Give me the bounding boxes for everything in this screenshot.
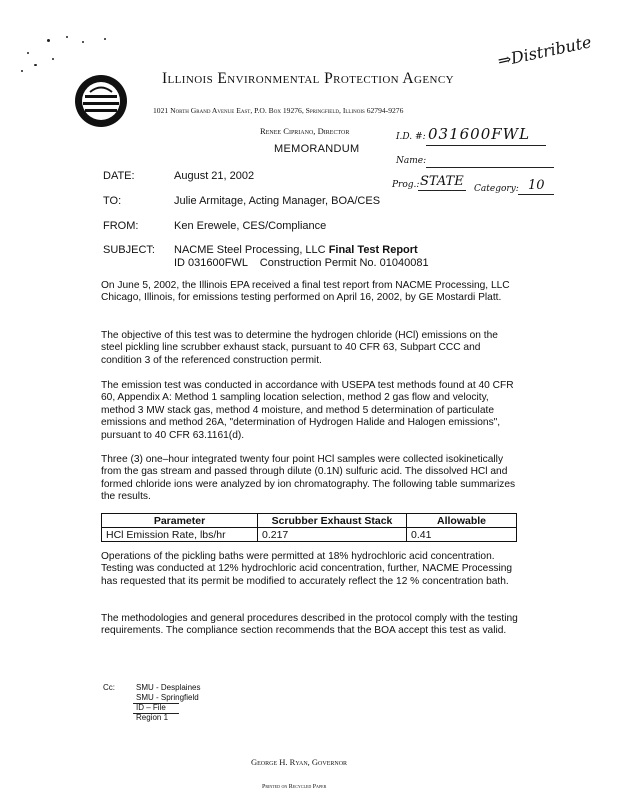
table-header-row bbox=[102, 514, 517, 528]
to-label: TO: bbox=[103, 195, 122, 207]
from-value: Ken Erewele, CES/Compliance bbox=[174, 220, 327, 232]
subject-report-title: Final Test Report bbox=[328, 244, 418, 256]
list-item: SMU - Desplaines bbox=[136, 683, 201, 692]
header-parameter: Parameter bbox=[102, 514, 258, 528]
id-underline bbox=[426, 145, 546, 146]
category-underline bbox=[518, 194, 554, 195]
subject-company: NACME Steel Processing, LLC bbox=[174, 244, 326, 256]
list-item: ID – File bbox=[136, 703, 166, 712]
agency-name: Illinois Environmental Protection Agency bbox=[162, 70, 454, 87]
table-row bbox=[102, 528, 517, 542]
cc-underline-1 bbox=[133, 703, 179, 704]
distribute-note: ⇒Distribute bbox=[496, 32, 594, 71]
cc-label: Cc: bbox=[103, 683, 115, 692]
paragraph-test-objective: The objective of this test was to determine the hydrogen chloride (HCl) emissions on the steel pickling line scrubber exhaust stack, pursuant to 40 CFR 63, Subpart CCC and condition 3 of the referenced construction permit. bbox=[101, 330, 498, 366]
paragraph-conclusion: The methodologies and general procedures described in the protocol comply with the testing requirements. The compliance section recommends that the BOA accept this test as valid. bbox=[101, 613, 518, 637]
recycled-paper-note: Printed on Recycled Paper bbox=[262, 784, 327, 790]
to-value: Julie Armitage, Acting Manager, BOA/CES bbox=[174, 195, 381, 207]
name-label: Name: bbox=[396, 156, 427, 166]
prog-label: Prog.: bbox=[392, 180, 420, 190]
cell-scrubber-value: 0.217 bbox=[258, 528, 407, 542]
director-line: Renee Cipriano, Director bbox=[260, 126, 350, 136]
paragraph-report-received: On June 5, 2002, the Illinois EPA received a final test report from NACME Processing, LLC Chicago, Illinois, for emissions testing performed on April 16, 2002, by GE Mostardi Platt. bbox=[101, 280, 510, 304]
name-underline bbox=[426, 167, 554, 168]
cell-allowable-value: 0.41 bbox=[407, 528, 517, 542]
cell-parameter: HCl Emission Rate, lbs/hr bbox=[102, 528, 258, 542]
date-label: DATE: bbox=[103, 170, 135, 182]
category-handwritten-value: 10 bbox=[528, 178, 545, 193]
list-item: Region 1 bbox=[136, 713, 169, 722]
id-handwritten-value: 031600FWL bbox=[428, 125, 531, 143]
from-label: FROM: bbox=[103, 220, 139, 232]
paragraph-test-methods: The emission test was conducted in accordance with USEPA test methods found at 40 CFR 60, Appendix A: Method 1 sampling location selection, method 2 gas flow and velocity, method 3 MW stack gas, method 4 moisture, and method 5 determination of particulate emissions and method 26A, "determination of Hydrogen Halide and Halogen emissions", pursuant to 40 CFR 63.1161(d). bbox=[101, 380, 514, 441]
memorandum-heading: MEMORANDUM bbox=[274, 143, 360, 155]
agency-seal-logo bbox=[74, 74, 128, 128]
subject-line-2: ID 031600FWL Construction Permit No. 01040081 bbox=[174, 257, 429, 269]
agency-address: 1021 North Grand Avenue East, P.O. Box 19276, Springfield, Illinois 62794-9276 bbox=[153, 106, 404, 115]
category-label: Category: bbox=[474, 184, 519, 194]
list-item: SMU - Springfield bbox=[136, 693, 199, 702]
results-table bbox=[101, 513, 517, 542]
header-allowable: Allowable bbox=[407, 514, 517, 528]
cc-underline-2 bbox=[133, 713, 179, 714]
prog-handwritten-value: STATE bbox=[420, 174, 464, 189]
header-scrubber-exhaust-stack: Scrubber Exhaust Stack bbox=[258, 514, 407, 528]
subject-label: SUBJECT: bbox=[103, 244, 155, 256]
id-label: I.D. #: bbox=[396, 132, 426, 142]
governor-line: George H. Ryan, Governor bbox=[251, 757, 348, 767]
subject-line-1 bbox=[174, 244, 418, 256]
date-value: August 21, 2002 bbox=[174, 170, 255, 182]
paragraph-operations: Operations of the pickling baths were permitted at 18% hydrochloric acid concentration. Testing was conducted at 12% hydrochloric acid concentration, further, NACME Processing has requested that its permit be modified to accurately reflect the 12 % concentration bath. bbox=[101, 551, 513, 587]
paragraph-sampling: Three (3) one–hour integrated twenty four point HCl samples were collected isokinetically from the gas stream and passed through dilute (0.1N) sulfuric acid. The dissolved HCl and formed chloride ions were analyzed by ion chromatography. The following table summarizes the results. bbox=[101, 454, 516, 503]
prog-underline bbox=[418, 190, 466, 191]
